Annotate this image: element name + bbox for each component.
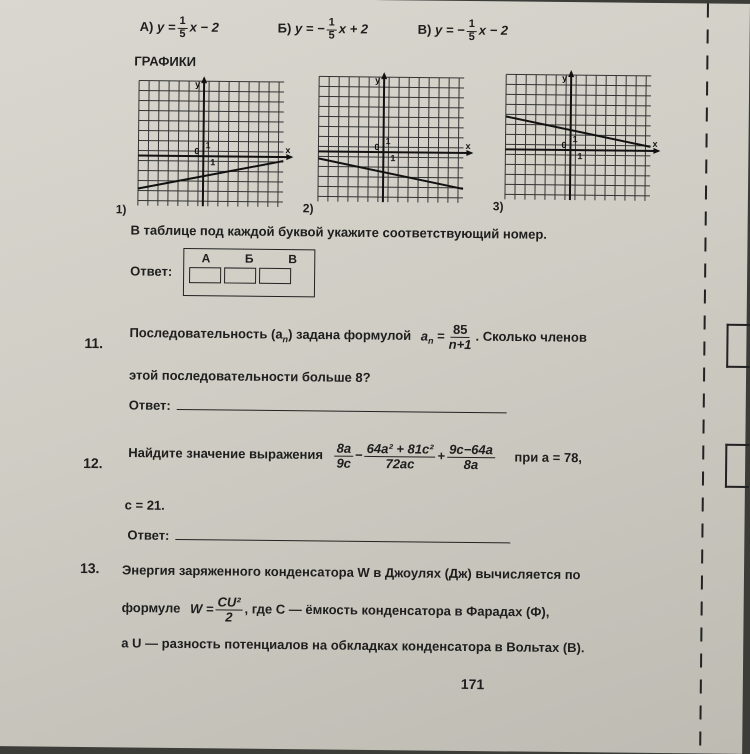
y-axis-label: y <box>195 79 201 90</box>
answer-cell-b[interactable] <box>224 267 256 283</box>
grid-line <box>545 75 546 200</box>
grid-line <box>555 75 556 200</box>
task12-answer-line[interactable] <box>175 539 510 544</box>
grid-line <box>585 75 586 200</box>
grid-line <box>418 77 419 202</box>
grid-line <box>615 76 616 201</box>
grid-line <box>448 78 449 203</box>
grid-line <box>515 74 516 199</box>
grid-line <box>318 76 319 201</box>
task12-text: Найдите значение выражения $\frac{8a}{9c}$ − $\frac{\text{64a² + 81c²}}{72ac}$ + $\frac{9c-64a}{8a}$ при a = 78, <box>128 440 583 472</box>
grid-line <box>525 75 526 200</box>
grid-line <box>178 81 179 206</box>
grid-line <box>328 77 329 202</box>
grid-line <box>138 81 139 206</box>
grid-line <box>318 146 463 148</box>
grid-line <box>138 151 283 153</box>
x-axis-label: x <box>465 140 471 152</box>
grid-line <box>319 116 464 118</box>
task13-number: 13. <box>79 559 100 577</box>
x-unit-label: 1 <box>577 151 583 162</box>
grid-line <box>458 78 459 203</box>
grid-line <box>268 82 269 207</box>
grid-line <box>278 82 279 207</box>
task13-line1: Энергия заряженного конденсатора W в Джоулях (Дж) вычисляется по <box>121 562 581 583</box>
grid-line <box>139 101 284 103</box>
function-line <box>505 116 650 147</box>
y-unit-label: 1 <box>572 134 578 145</box>
grid-line <box>565 75 566 200</box>
origin-label: 0 <box>561 139 567 151</box>
task13-line2: формуле W = $\frac{\text{CU²}}{2}$ , где C — ёмкость конденсатора в Фарадах (Ф), <box>121 594 550 625</box>
task13-line3: а U — разность потенциалов на обкладках конденсатора в Вольтах (В). <box>121 635 585 656</box>
grid-line <box>505 74 506 199</box>
task11-answer-line[interactable] <box>177 409 507 413</box>
page-number: 171 <box>460 675 485 693</box>
grid-line <box>358 77 359 202</box>
grid-line <box>319 76 464 78</box>
grid-line <box>505 194 650 196</box>
y-axis-arrow <box>381 72 387 79</box>
grid-line <box>139 91 284 93</box>
graph-2 <box>308 71 479 213</box>
origin-label: 0 <box>374 142 380 153</box>
grid-line <box>318 186 463 188</box>
grid-line <box>398 77 399 202</box>
edge-box-2 <box>725 444 749 488</box>
table-letter-a: А <box>201 251 211 266</box>
graph-number-1: 1) <box>115 202 127 217</box>
grid-line <box>506 124 651 126</box>
grid-line <box>505 184 650 186</box>
grid-line <box>408 77 409 202</box>
edge-box-1 <box>726 324 750 368</box>
graph-1 <box>128 75 299 217</box>
grid-line <box>198 81 199 206</box>
grid-line <box>139 141 284 143</box>
grid-line <box>318 196 463 198</box>
graphs-heading: ГРАФИКИ <box>134 53 197 70</box>
answer-cell-c[interactable] <box>259 268 291 284</box>
grid-line <box>506 114 651 116</box>
x-axis-label: x <box>652 138 658 149</box>
grid-line <box>188 81 189 206</box>
y-axis-arrow <box>201 76 207 83</box>
table-letter-b: Б <box>244 251 254 266</box>
grid-line <box>505 164 650 166</box>
origin-label: 0 <box>194 146 200 157</box>
grid-line <box>506 84 651 86</box>
grid-line <box>248 82 249 207</box>
task12-answer: Ответ: <box>127 527 510 546</box>
x-axis-label: x <box>285 145 291 156</box>
task11-text: Последовательность $(a_n)$ задана формулой $a_n$ = $\frac{85}{n+1}$ . Сколько членов <box>129 321 587 352</box>
grid-line <box>505 144 650 146</box>
task10-answer-label: Ответ: <box>130 263 173 279</box>
answer-table-header <box>184 251 314 266</box>
table-letter-c: В <box>288 252 297 267</box>
grid-line <box>506 134 651 136</box>
grid-line <box>319 96 464 98</box>
graph-number-3: 3) <box>492 199 504 214</box>
option-a: А) y = $\frac{1}{5}$ x − 2 <box>139 14 219 40</box>
grid-line <box>506 94 651 96</box>
grid-line <box>635 76 636 201</box>
grid-line <box>595 75 596 200</box>
grid-line <box>139 111 284 113</box>
grid-line <box>228 81 229 206</box>
grid-line <box>625 76 626 201</box>
grid-line <box>378 77 379 202</box>
task12-number: 12. <box>83 454 103 472</box>
grid-line <box>319 86 464 88</box>
y-unit-label: 1 <box>385 136 391 147</box>
option-c: В) y = − $\frac{1}{5}$ x − 2 <box>417 17 509 43</box>
graph-3 <box>492 69 666 214</box>
grid-line <box>318 176 463 178</box>
grid-line <box>138 201 283 203</box>
grid-line <box>319 126 464 128</box>
y-axis <box>570 72 571 200</box>
task11-number: 11. <box>84 334 104 352</box>
y-axis-arrow <box>568 70 574 77</box>
task11-answer: Ответ: <box>129 397 507 416</box>
grid-line <box>319 106 464 108</box>
task12-line2: c = 21. <box>124 497 165 513</box>
grid-line <box>139 81 284 83</box>
grid-line <box>368 77 369 202</box>
grid-line <box>138 171 283 173</box>
grid-line <box>645 76 646 201</box>
grid-line <box>319 136 464 138</box>
grid-line <box>238 82 239 207</box>
grid-line <box>218 81 219 206</box>
task11-line2: этой последовательности больше 8? <box>128 367 371 385</box>
grid-line <box>139 131 284 133</box>
y-axis-label: y <box>562 72 568 84</box>
y-unit-label: 1 <box>205 140 211 151</box>
x-unit-label: 1 <box>390 153 396 164</box>
grid-line <box>318 166 463 168</box>
option-b: Б) y = − $\frac{1}{5}$ x + 2 <box>277 16 369 42</box>
cut-line <box>699 3 709 753</box>
grid-line <box>338 77 339 202</box>
y-axis-label: y <box>375 75 381 86</box>
grid-line <box>139 121 284 123</box>
grid-line <box>138 191 283 193</box>
graph-number-2: 2) <box>302 201 314 216</box>
answer-cell-a[interactable] <box>189 267 221 283</box>
y-axis <box>383 74 384 202</box>
grid-line <box>428 78 429 203</box>
grid-line <box>506 74 651 76</box>
grid-line <box>506 104 651 106</box>
x-unit-label: 1 <box>210 157 216 168</box>
grid-line <box>348 77 349 202</box>
task10-instruction: В таблице под каждой буквой укажите соответствующий номер. <box>130 222 548 242</box>
grid-line <box>168 81 169 206</box>
grid-line <box>505 174 650 176</box>
y-axis <box>203 78 204 206</box>
grid-line <box>535 75 536 200</box>
grid-line <box>158 81 159 206</box>
grid-line <box>258 82 259 207</box>
answer-table <box>183 248 315 297</box>
grid-line <box>138 181 283 183</box>
